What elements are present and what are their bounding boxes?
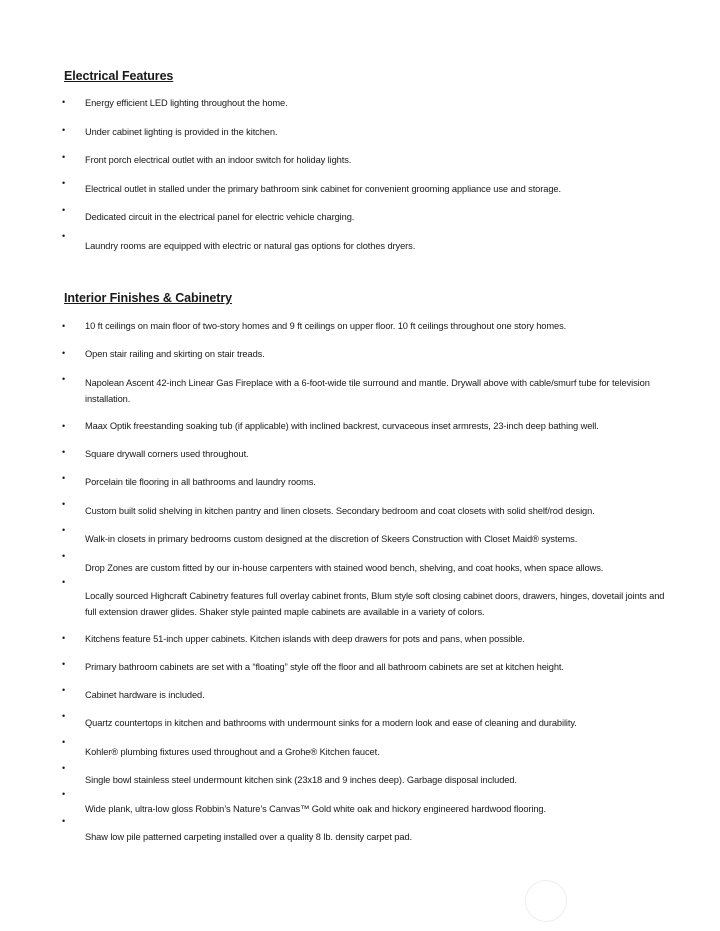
bullet-icon: •	[62, 321, 66, 331]
bullet-icon: •	[62, 97, 66, 107]
list-item: Drop Zones are custom fitted by our in-house carpenters with stained wood bench, shelving, and coat hooks, when space allows.	[85, 563, 604, 573]
bullet-icon: •	[62, 551, 66, 561]
section-heading-interior: Interior Finishes & Cabinetry	[64, 291, 232, 305]
decorative-circle	[525, 880, 567, 922]
section-heading-electrical: Electrical Features	[64, 69, 174, 83]
bullet-icon: •	[62, 525, 66, 535]
list-item: Napolean Ascent 42-inch Linear Gas Fireplace with a 6-foot-wide tile surround and mantle. Drywall above with cable/smurf tube for television installation.	[85, 378, 650, 404]
list-item: Locally sourced Highcraft Cabinetry features full overlay cabinet fronts, Blum style soft closing cabinet doors, drawers, hinges, dovetail joints and full extension drawer glides. Shaker style painted maple cabinets are available in a variety of colors.	[85, 591, 665, 617]
list-item: Single bowl stainless steel undermount kitchen sink (23x18 and 9 inches deep). Garbage disposal included.	[85, 775, 517, 785]
list-item: Shaw low pile patterned carpeting installed over a quality 8 lb. density carpet pad.	[85, 832, 413, 842]
list-item: Cabinet hardware is included.	[85, 690, 205, 700]
bullet-icon: •	[62, 473, 66, 483]
bullet-icon: •	[62, 447, 66, 457]
list-item: Wide plank, ultra-low gloss Robbin’s Nature’s Canvas™ Gold white oak and hickory engineered hardwood flooring.	[85, 804, 546, 814]
list-item: Open stair railing and skirting on stair treads.	[85, 349, 265, 359]
list-item: Front porch electrical outlet with an indoor switch for holiday lights.	[85, 155, 352, 165]
bullet-icon: •	[62, 178, 66, 188]
list-item: Walk-in closets in primary bedrooms custom designed at the discretion of Skeers Construction with Closet Maid® systems.	[85, 534, 578, 544]
list-item: Quartz countertops in kitchen and bathrooms with undermount sinks for a modern look and ease of cleaning and durability.	[85, 718, 577, 728]
list-item: 10 ft ceilings on main floor of two-story homes and 9 ft ceilings on upper floor. 10 ft ceilings throughout one story homes.	[85, 321, 567, 331]
list-item: Maax Optik freestanding soaking tub (if applicable) with inclined backrest, curvaceous inset armrests, 23-inch deep bathing well.	[85, 421, 599, 431]
bullet-icon: •	[62, 789, 66, 799]
bullet-icon: •	[62, 659, 66, 669]
list-item: Under cabinet lighting is provided in the kitchen.	[85, 127, 278, 137]
bullet-icon: •	[62, 374, 66, 384]
list-item: Energy efficient LED lighting throughout the home.	[85, 98, 288, 108]
list-item: Kohler® plumbing fixtures used throughout and a Grohe® Kitchen faucet.	[85, 747, 380, 757]
list-item: Primary bathroom cabinets are set with a “floating” style off the floor and all bathroom cabinets are set at kitchen height.	[85, 662, 564, 672]
bullet-icon: •	[62, 348, 66, 358]
list-item: Porcelain tile flooring in all bathrooms and laundry rooms.	[85, 477, 316, 487]
list-item: Kitchens feature 51-inch upper cabinets. Kitchen islands with deep drawers for pots and pans, when possible.	[85, 634, 525, 644]
bullet-icon: •	[62, 421, 66, 431]
bullet-icon: •	[62, 577, 66, 587]
bullet-icon: •	[62, 152, 66, 162]
list-item: Custom built solid shelving in kitchen pantry and linen closets. Secondary bedroom and coat closets with solid shelf/rod design.	[85, 506, 595, 516]
bullet-icon: •	[62, 125, 66, 135]
bullet-icon: •	[62, 205, 66, 215]
bullet-icon: •	[62, 711, 66, 721]
list-item: Dedicated circuit in the electrical panel for electric vehicle charging.	[85, 212, 355, 222]
bullet-icon: •	[62, 231, 66, 241]
list-item: Square drywall corners used throughout.	[85, 449, 249, 459]
bullet-icon: •	[62, 685, 66, 695]
list-item: Electrical outlet in stalled under the primary bathroom sink cabinet for convenient grooming appliance use and storage.	[85, 184, 561, 194]
bullet-icon: •	[62, 816, 66, 826]
bullet-icon: •	[62, 763, 66, 773]
bullet-icon: •	[62, 737, 66, 747]
bullet-icon: •	[62, 633, 66, 643]
bullet-icon: •	[62, 499, 66, 509]
list-item: Laundry rooms are equipped with electric or natural gas options for clothes dryers.	[85, 241, 416, 251]
